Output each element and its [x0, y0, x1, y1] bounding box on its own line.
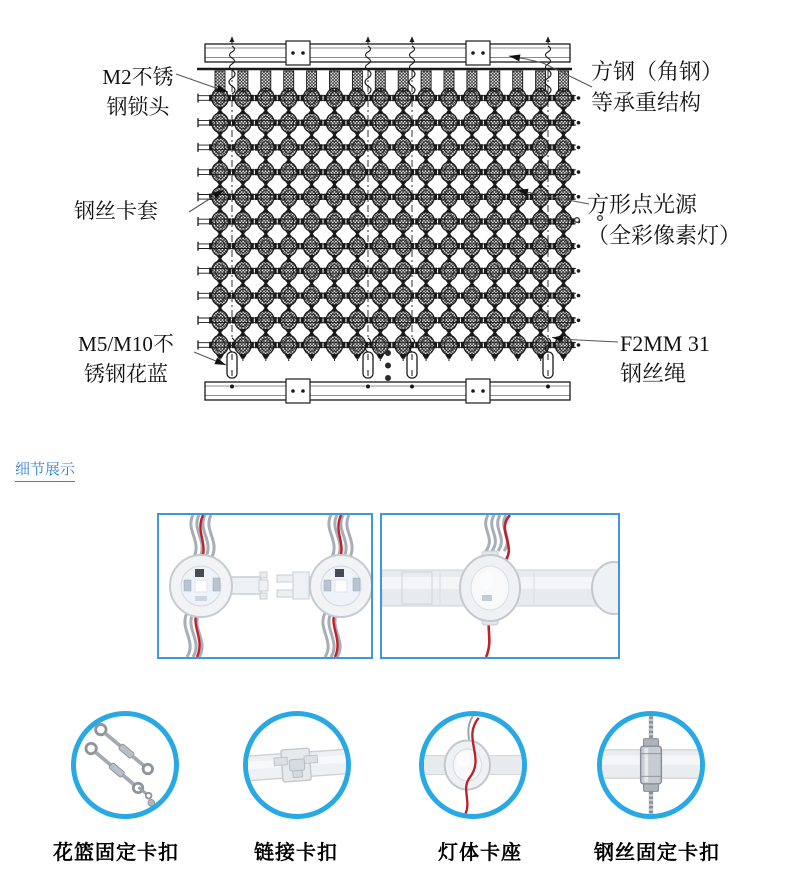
pixel-module-side-image — [382, 515, 618, 657]
label-m2-stainless-lock — [92, 62, 184, 122]
caption-lamp-holder: 灯体卡座 — [438, 842, 522, 864]
label-steel-wire-rope — [620, 329, 710, 389]
label-line: 钢锁头 — [106, 95, 170, 119]
pixel-module-connector-image — [159, 515, 371, 657]
wire-clamp-image — [602, 716, 700, 814]
label-line: F2MM 31 — [620, 331, 710, 356]
detail-circle-wire-clamp — [597, 711, 705, 819]
label-line: 钢丝绳 — [620, 361, 687, 386]
detail-photo-module-side — [380, 513, 620, 659]
detail-circle-link-clip — [243, 711, 351, 819]
caption-turnbuckle-clip: 花篮固定卡扣 — [53, 842, 179, 864]
caption-link-clip: 链接卡扣 — [254, 842, 338, 864]
detail-circle-turnbuckle — [71, 711, 179, 819]
label-line: 锈钢花蓝 — [84, 362, 168, 386]
caption-wire-fixing-clip: 钢丝固定卡扣 — [594, 842, 720, 864]
lamp-holder-image — [424, 716, 522, 814]
label-line: （全彩像素灯） — [587, 223, 742, 248]
label-square-point-light — [587, 189, 741, 251]
label-square-steel-structure — [591, 56, 723, 118]
label-line: 等承重结构 — [591, 90, 702, 115]
label-turnbuckle — [56, 329, 196, 389]
label-line: 钢丝卡套 — [74, 199, 158, 223]
label-wire-ferrule — [74, 197, 158, 225]
label-line: 方形点光源 — [587, 192, 698, 217]
detail-photo-modules-clip — [157, 513, 373, 659]
label-line: M5/M10不 — [78, 332, 174, 356]
link-clip-image — [248, 716, 346, 814]
details-section-link[interactable]: 细节展示 — [15, 458, 75, 482]
detail-circle-lamp-holder — [419, 711, 527, 819]
label-line: M2不锈 — [102, 65, 174, 89]
label-line: 方钢（角钢） — [591, 59, 724, 84]
turnbuckle-image — [76, 716, 174, 814]
